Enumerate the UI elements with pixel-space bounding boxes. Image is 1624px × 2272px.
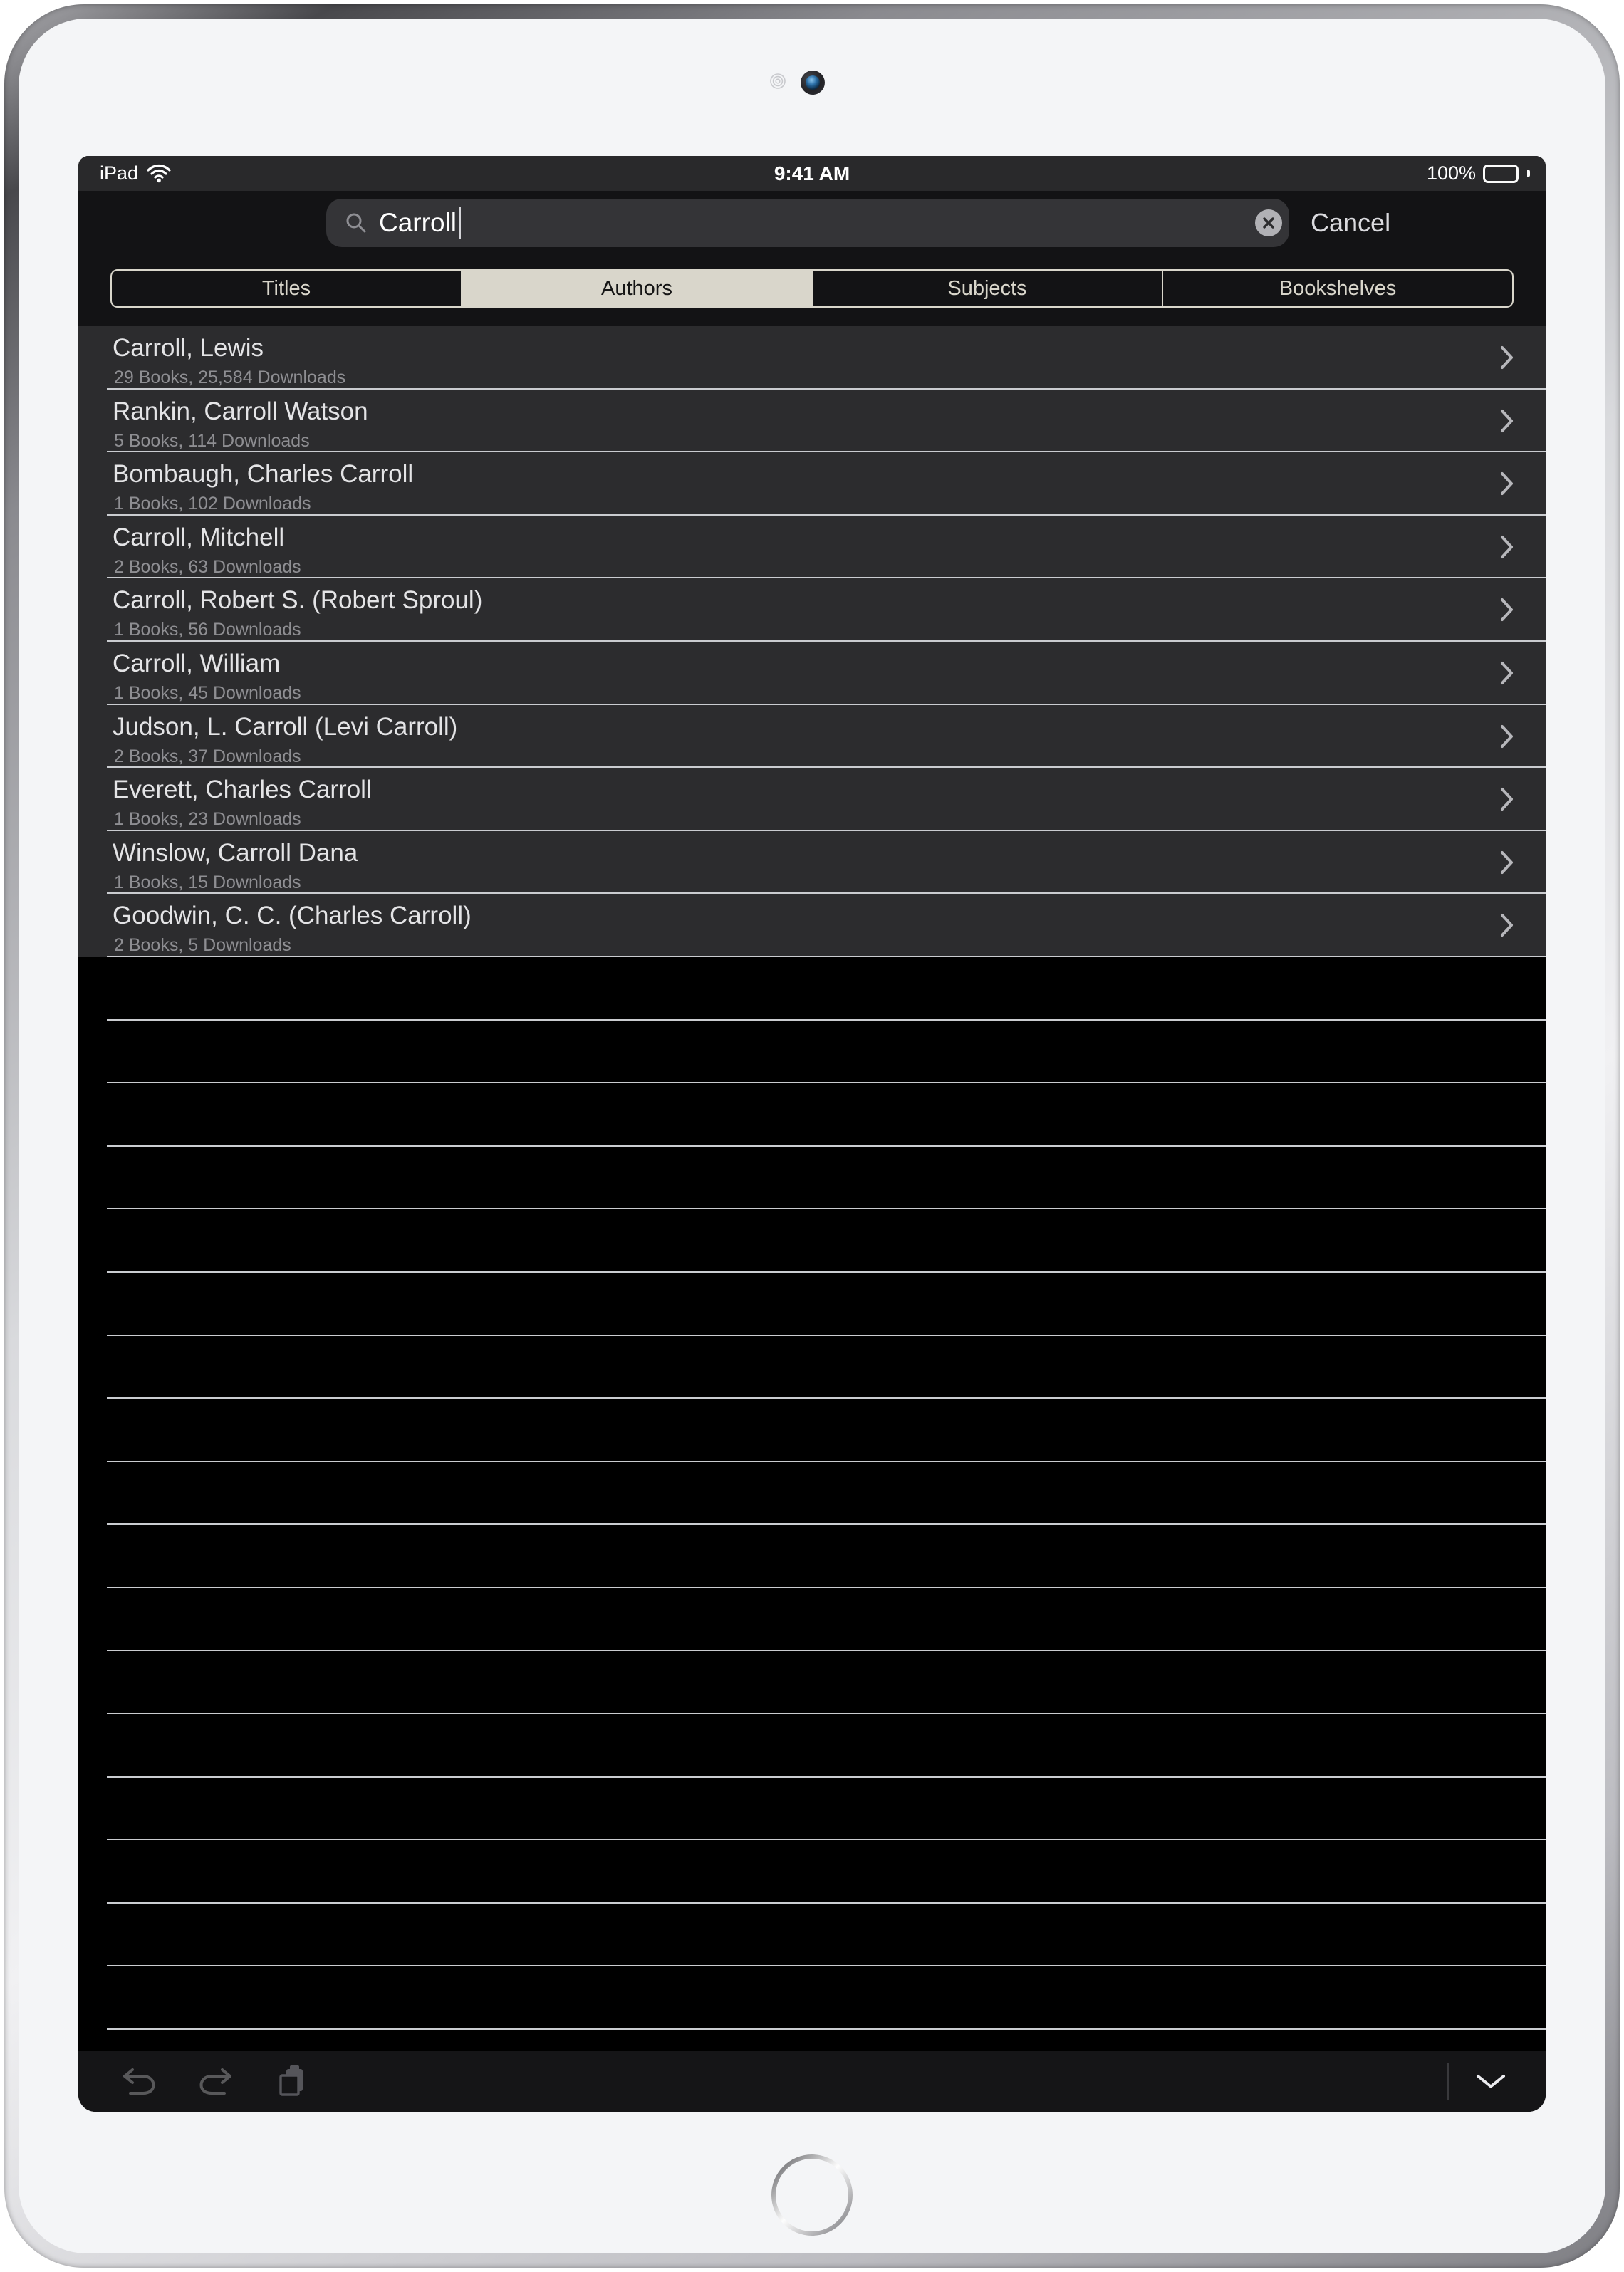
light-sensor xyxy=(769,73,786,90)
search-scope-segmented-control xyxy=(110,269,1514,308)
chevron-right-icon xyxy=(1500,598,1514,622)
home-button-face xyxy=(776,2159,848,2231)
chevron-right-icon xyxy=(1500,661,1514,685)
chevron-right-icon xyxy=(1500,913,1514,937)
empty-table-row xyxy=(78,1651,1546,1714)
status-bar xyxy=(78,156,1546,191)
empty-table-row xyxy=(78,1588,1546,1652)
undo-button[interactable] xyxy=(123,2051,157,2112)
empty-table-row xyxy=(78,1209,1546,1273)
empty-table-row xyxy=(78,1714,1546,1778)
camera-lens xyxy=(806,75,820,90)
undo-icon xyxy=(123,2068,157,2095)
empty-table-row xyxy=(78,1399,1546,1462)
paste-button[interactable] xyxy=(278,2051,309,2112)
empty-table-row xyxy=(78,1083,1546,1147)
chevron-right-icon xyxy=(1500,535,1514,559)
redo-icon xyxy=(198,2068,232,2095)
author-name: Carroll, William xyxy=(113,649,281,677)
author-stats: 1 Books, 15 Downloads xyxy=(114,872,301,892)
empty-table-row xyxy=(78,1336,1546,1400)
author-stats: 2 Books, 63 Downloads xyxy=(114,556,301,577)
author-stats: 2 Books, 5 Downloads xyxy=(114,935,291,956)
clock: 9:41 AM xyxy=(774,162,850,184)
author-list-item[interactable] xyxy=(78,894,1546,957)
search-header xyxy=(78,191,1546,326)
author-name: Carroll, Robert S. (Robert Sproul) xyxy=(113,586,483,615)
tab-titles[interactable]: Titles xyxy=(112,271,462,306)
author-name: Rankin, Carroll Watson xyxy=(113,397,368,425)
author-stats: 1 Books, 56 Downloads xyxy=(114,620,301,640)
search-query-text: Carroll xyxy=(379,208,457,237)
home-button[interactable] xyxy=(771,2154,853,2236)
search-icon xyxy=(345,212,368,234)
tab-bookshelves[interactable]: Bookshelves xyxy=(1279,276,1397,300)
author-name: Carroll, Mitchell xyxy=(113,523,285,551)
empty-table-row xyxy=(78,957,1546,1021)
battery-percent-label: 100% xyxy=(1426,162,1476,184)
empty-table-row xyxy=(78,1021,1546,1084)
author-name: Bombaugh, Charles Carroll xyxy=(113,460,414,489)
author-name: Carroll, Lewis xyxy=(113,334,264,362)
author-list-item[interactable] xyxy=(78,452,1546,516)
paste-clipboard-icon xyxy=(278,2065,309,2098)
author-stats: 5 Books, 114 Downloads xyxy=(114,430,310,451)
author-list-item[interactable] xyxy=(78,326,1546,390)
author-name: Goodwin, C. C. (Charles Carroll) xyxy=(113,902,472,930)
battery-icon xyxy=(1483,165,1519,183)
empty-table-row xyxy=(78,1840,1546,1904)
author-list-item[interactable] xyxy=(78,390,1546,453)
empty-table-row xyxy=(78,1273,1546,1336)
author-list-item[interactable] xyxy=(78,768,1546,831)
author-stats: 2 Books, 37 Downloads xyxy=(114,746,301,766)
author-list-item[interactable] xyxy=(78,642,1546,705)
empty-table-row xyxy=(78,1778,1546,1841)
dismiss-keyboard-button[interactable] xyxy=(1476,2051,1506,2112)
chevron-down-icon xyxy=(1476,2074,1506,2090)
toolbar-divider xyxy=(1447,2063,1449,2100)
battery-tip xyxy=(1527,170,1530,177)
author-stats: 29 Books, 25,584 Downloads xyxy=(114,368,346,387)
front-camera-icon xyxy=(801,71,825,95)
search-input[interactable] xyxy=(326,199,1289,247)
carrier-label: iPad xyxy=(100,162,139,184)
clear-search-button[interactable] xyxy=(1255,209,1282,236)
empty-table-row xyxy=(78,1525,1546,1588)
author-name: Judson, L. Carroll (Levi Carroll) xyxy=(113,712,458,741)
redo-button[interactable] xyxy=(198,2051,232,2112)
author-list-item[interactable] xyxy=(78,831,1546,895)
cancel-button[interactable]: Cancel xyxy=(1311,208,1391,237)
chevron-right-icon xyxy=(1500,345,1514,370)
empty-table-row xyxy=(78,1147,1546,1210)
chevron-right-icon xyxy=(1500,409,1514,433)
author-name: Winslow, Carroll Dana xyxy=(113,838,358,867)
empty-table-row xyxy=(78,1966,1546,2030)
author-list-item[interactable] xyxy=(78,705,1546,768)
chevron-right-icon xyxy=(1500,471,1514,496)
chevron-right-icon xyxy=(1500,850,1514,875)
empty-table-row xyxy=(78,1904,1546,1967)
author-stats: 1 Books, 45 Downloads xyxy=(114,682,301,703)
empty-table-row xyxy=(78,1462,1546,1526)
author-stats: 1 Books, 102 Downloads xyxy=(114,494,311,514)
author-stats: 1 Books, 23 Downloads xyxy=(114,809,301,830)
author-list-item[interactable] xyxy=(78,516,1546,579)
results-list xyxy=(78,326,1546,2030)
author-name: Everett, Charles Carroll xyxy=(113,776,372,804)
tab-authors[interactable]: Authors xyxy=(462,271,813,306)
chevron-right-icon xyxy=(1500,787,1514,811)
author-list-item[interactable] xyxy=(78,578,1546,642)
text-cursor xyxy=(459,207,461,239)
keyboard-toolbar xyxy=(78,2051,1546,2112)
chevron-right-icon xyxy=(1500,724,1514,749)
tab-subjects[interactable]: Subjects xyxy=(813,271,1163,306)
screen xyxy=(78,156,1546,2112)
